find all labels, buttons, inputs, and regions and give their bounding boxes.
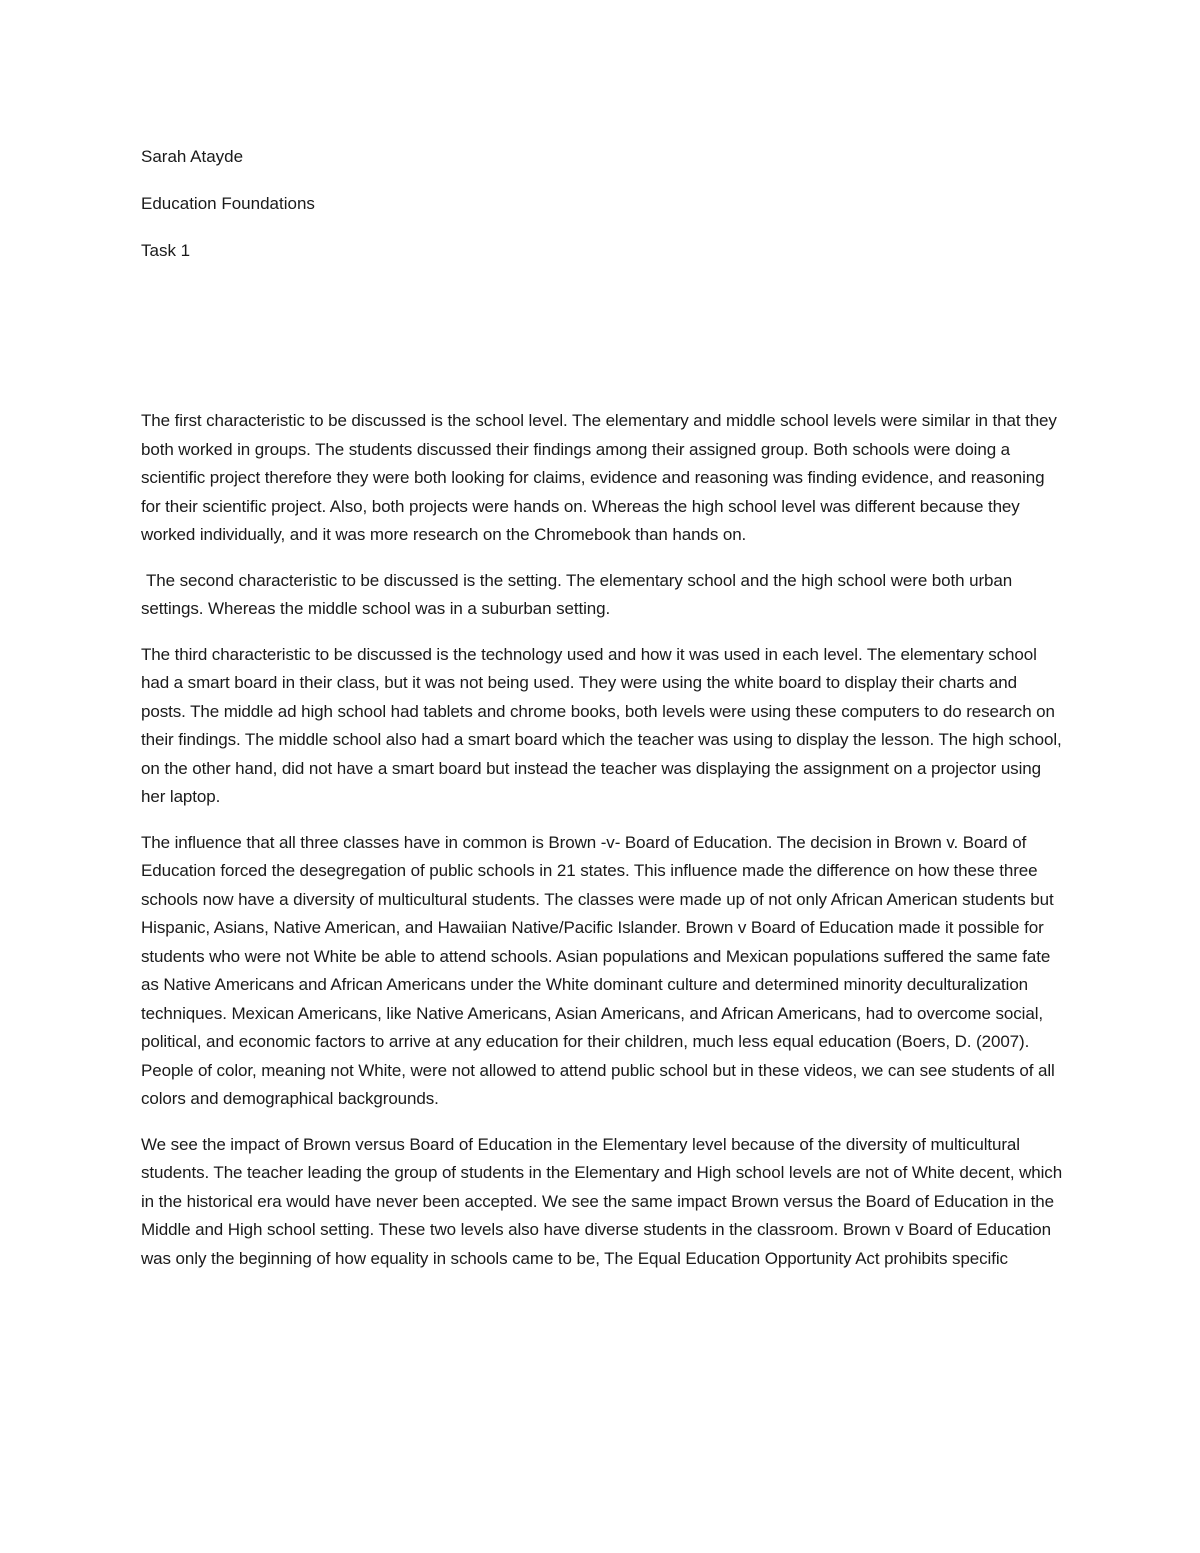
paragraph-school-level: The first characteristic to be discussed is the school level. The elementary and middle school levels were similar in that they both worked in groups. The students discussed their findings among their assigned group. Both schools were doing a scientific project therefore they were both looking for claims, evidence and reasoning was finding evidence, and reasoning for their scientific project. Also, both projects were hands on. Whereas the high school level was different because they worked individually, and it was more research on the Chromebook than hands on. — [141, 411, 1057, 544]
paragraph-impact: We see the impact of Brown versus Board of Education in the Elementary level because of the diversity of multicultural students. The teacher leading the group of students in the Elementary and High school levels are not of White decent, which in the historical era would have never been accepted. We see the same impact Brown versus the Board of Education in the Middle and High school setting. These two levels also have diverse students in the classroom. Brown v Board of Education was only the beginning of how equality in schools came to be, The Equal Education Opportunity Act prohibits specific — [141, 1134, 1063, 1268]
author-name: Sarah Atayde — [141, 147, 244, 166]
assignment-name: Task 1 — [141, 241, 191, 260]
paragraph-setting: The second characteristic to be discussed is the setting. The elementary school and the high school were both urban settings. Whereas the middle school was in a suburban setting. — [141, 570, 1013, 618]
paragraph-influence: The influence that all three classes have in common is Brown -v- Board of Education. The decision in Brown v. Board of Education forced the desegregation of public schools in 21 states. This influence made the difference on how these three schools now have a diversity of multicultural students. The classes were made up of not only African American students but Hispanic, Asians, Native American, and Hawaiian Native/Pacific Islander. Brown v Board of Education made it possible for students who were not White be able to attend schools. Asian populations and Mexican populations suffered the same fate as Native Americans and African Americans under the White dominant culture and determined minority deculturalization techniques. Mexican Americans, like Native Americans, Asian Americans, and African Americans, had to overcome social, political, and economic factors to arrive at any education for their children, much less equal education (Boers, D. (2007). People of color, meaning not White, were not allowed to attend public school but in these videos, we can see students of all colors and demographical backgrounds. — [141, 832, 1055, 1108]
document-body — [141, 407, 1066, 1290]
course-name: Education Foundations — [141, 194, 315, 213]
document-header — [141, 145, 1061, 286]
paragraph-technology: The third characteristic to be discussed is the technology used and how it was used in each level. The elementary school had a smart board in their class, but it was not being used. They were using the white board to display their charts and posts. The middle ad high school had tablets and chrome books, both levels were using these computers to do research on their findings. The middle school also had a smart board which the teacher was using to display the lesson. The high school, on the other hand, did not have a smart board but instead the teacher was displaying the assignment on a projector using her laptop. — [141, 644, 1062, 806]
